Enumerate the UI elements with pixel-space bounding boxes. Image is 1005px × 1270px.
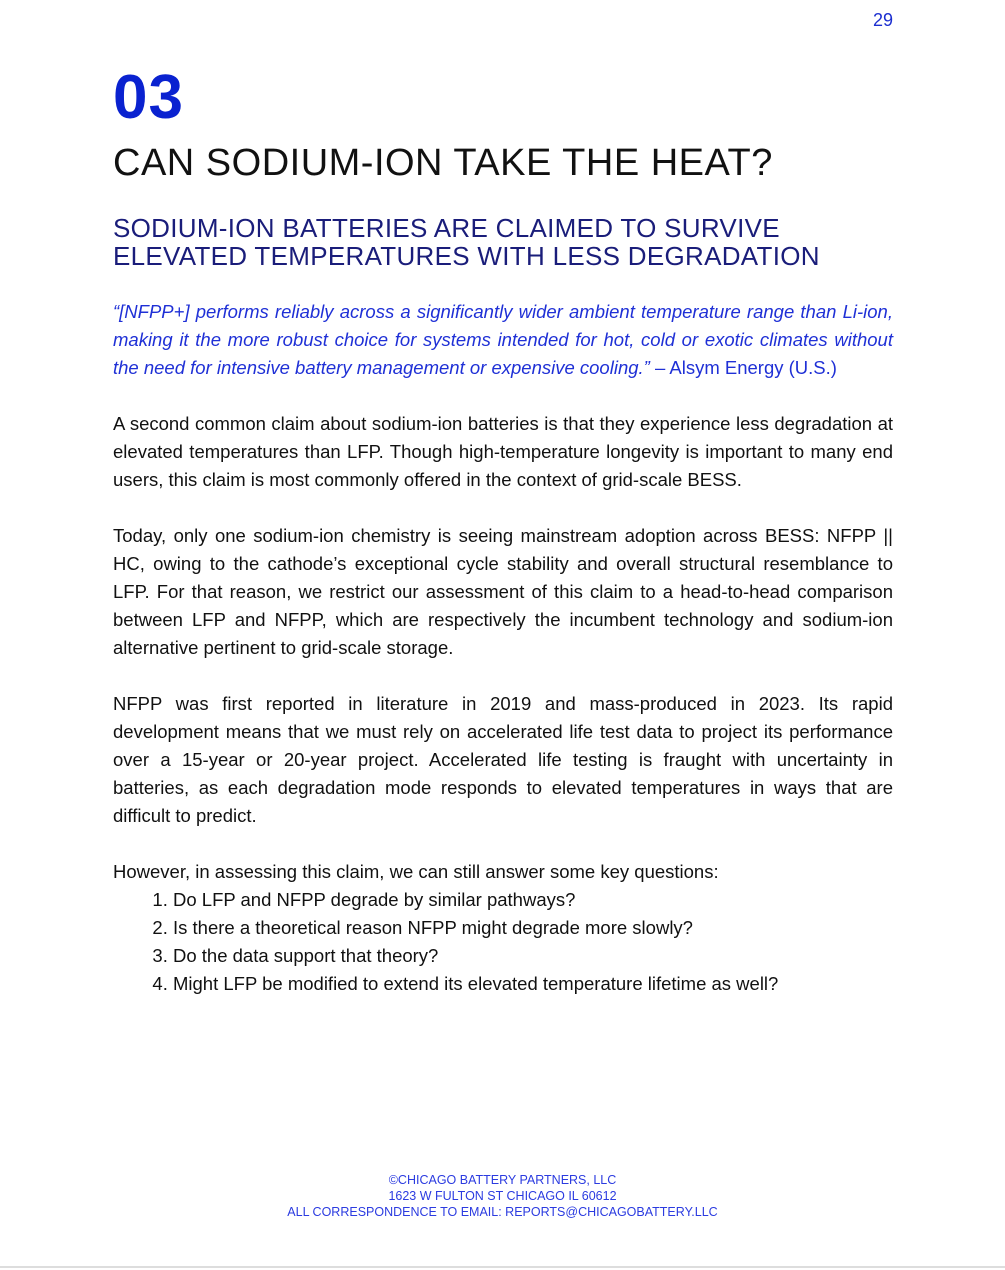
quote-block <box>113 298 893 382</box>
section-number: 03 <box>113 63 184 132</box>
list-item: 2. Is there a theoretical reason NFPP might degrade more slowly? <box>173 914 893 942</box>
page-bottom-divider <box>0 1266 1005 1268</box>
body-text <box>113 298 893 998</box>
questions-intro: However, in assessing this claim, we can still answer some key questions: <box>113 861 719 882</box>
list-item: 1. Do LFP and NFPP degrade by similar pathways? <box>173 886 893 914</box>
quote-text: “[NFPP+] performs reliably across a significantly wider ambient temperature range than Li-ion, making it the more robust choice for systems intended for hot, cold or exotic climates without the need for intensive battery management or expensive cooling.” <box>113 301 893 378</box>
list-item: 3. Do the data support that theory? <box>173 942 893 970</box>
list-item: 4. Might LFP be modified to extend its elevated temperature lifetime as well? <box>173 970 893 998</box>
page-number: 29 <box>872 10 893 30</box>
footer-contact: ALL CORRESPONDENCE TO EMAIL: REPORTS@CHICAGOBATTERY.LLC <box>287 1205 718 1219</box>
footer-copyright: ©CHICAGO BATTERY PARTNERS, LLC <box>388 1173 617 1187</box>
paragraph: Today, only one sodium-ion chemistry is seeing mainstream adoption across BESS: NFPP || HC, owing to the cathode’s exceptional cycle stability and overall structural resemblance to LFP. For that reason, we restrict our assessment of this claim to a head-to-head comparison between LFP and NFPP, which are respectively the incumbent technology and sodium-ion alternative pertinent to grid-scale storage. <box>113 525 893 658</box>
quote-attribution: – Alsym Energy (U.S.) <box>649 357 837 378</box>
questions-list <box>113 886 893 998</box>
paragraph: NFPP was first reported in literature in 2019 and mass-produced in 2023. Its rapid development means that we must rely on accelerated life test data to project its performance over a 15-year or 20-year project. Accelerated life testing is fraught with uncertainty in batteries, as each degradation mode responds to elevated temperatures in ways that are difficult to predict. <box>113 693 893 826</box>
section-subtitle: SODIUM-ION BATTERIES ARE CLAIMED TO SURVIVE ELEVATED TEMPERATURES WITH LESS DEGRADATION <box>113 213 820 271</box>
paragraph: A second common claim about sodium-ion batteries is that they experience less degradation at elevated temperatures than LFP. Though high-temperature longevity is important to many end users, this claim is most commonly offered in the context of grid-scale BESS. <box>113 413 893 490</box>
page-footer <box>0 1172 1005 1220</box>
page-title: CAN SODIUM-ION TAKE THE HEAT? <box>113 142 773 184</box>
footer-address: 1623 W FULTON ST CHICAGO IL 60612 <box>388 1189 617 1203</box>
